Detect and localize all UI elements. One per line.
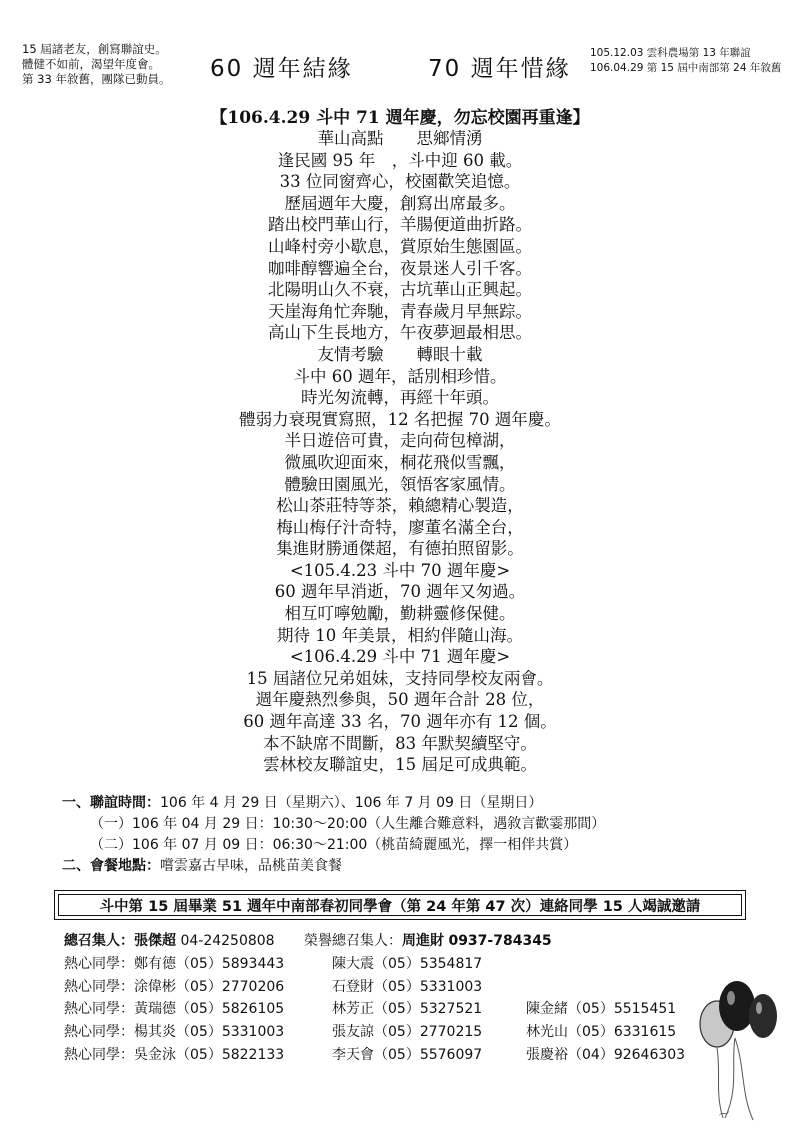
poem-line: 相互叮嚀勉勵，勤耕靈修保健。 <box>284 604 516 624</box>
header-left-line: 體健不如前，渴望年度會。 <box>22 57 160 71</box>
poem-line: 華山高點 思鄉情湧 <box>317 129 483 148</box>
balloons-icon <box>695 968 780 1128</box>
poem-line: 松山茶莊特等茶，賴總精心製造， <box>276 496 524 516</box>
classmate-contact: 林光山（05）6331615 <box>526 1024 677 1041</box>
invitation-text: 斗中第 15 屆畢業 51 週年中南部春初同學會（第 24 年第 47 次）連絡同學 15 人竭誠邀請 <box>58 894 742 916</box>
dinner-place-value: 嚐雲嘉古早味，品桃苗美食餐 <box>160 858 342 874</box>
schedule-item-2: （二）106 年 07 月 09 日：06:30～21:00（桃苗綺麗風光，擇一相伴共賞） <box>90 837 578 853</box>
header-left-line: 15 屆諸老友，創寫聯誼史。 <box>22 42 167 56</box>
schedule-item-1: （一）106 年 04 月 29 日：10:30～20:00（人生離合難意料，遇敘言歡霎那間） <box>90 816 606 832</box>
classmate-contact: 張慶裕（04）92646303 <box>526 1046 686 1063</box>
poem-line: 15 屆諸位兄弟姐妹，支持同學校友兩會。 <box>246 668 554 688</box>
convener <box>64 930 275 950</box>
classmate-contact: 熱心同學：吳金泳（05）5822133 <box>64 1046 285 1063</box>
classmate-contact: 李天會（05）5576097 <box>332 1046 483 1063</box>
classmate-contact: 張友諒（05）2770215 <box>332 1024 483 1041</box>
poem-line: 梅山梅仔汁奇特，廖董名滿全台， <box>276 517 524 537</box>
honorary-convener <box>304 930 552 950</box>
poem-line: 週年慶熱烈參與，50 週年合計 28 位， <box>255 690 545 710</box>
poem-line: 微風吹迎面來，桐花飛似雪飄， <box>284 452 516 472</box>
dinner-place-label: 二、會餐地點： <box>62 858 160 874</box>
poem-line: 集進財勝通傑超，有德拍照留影。 <box>276 539 524 559</box>
honorary-convener-name: 周進財 <box>402 933 444 949</box>
event-banner: 【106.4.29 斗中 71 週年慶，勿忘校園再重逢】 <box>210 108 590 128</box>
classmate-contact: 陳金緒（05）5515451 <box>526 1001 677 1018</box>
svg-text:〜: 〜 <box>716 1105 733 1123</box>
event-info <box>62 793 605 877</box>
poem-line: 60 週年高達 33 名，70 週年亦有 12 個。 <box>243 712 557 732</box>
poem-line: <106.4.29 斗中 71 週年慶> <box>289 647 511 667</box>
classmate-contact: 林芳正（05）5327521 <box>332 1001 483 1018</box>
title-70th-anniversary: 70 週年惜緣 <box>428 56 571 82</box>
title-60th-anniversary: 60 週年結緣 <box>210 56 353 82</box>
poem-line: 雲林校友聯誼史，15 屆足可成典範。 <box>263 755 537 775</box>
poem-line: 半日遊倍可貴，走向荷包樟湖， <box>284 431 516 451</box>
invitation-box <box>54 890 746 920</box>
honorary-convener-phone: 0937-784345 <box>448 933 552 949</box>
classmate-contact: 熱心同學：楊其炎（05）5331003 <box>64 1024 285 1041</box>
header-right-line: 106.04.29 第 15 屆中南部第 24 年敘舊 <box>590 62 782 74</box>
convener-name: 張傑超 <box>134 933 176 949</box>
honorary-convener-label: 榮譽總召集人： <box>304 933 402 949</box>
poem-line: 高山下生長地方，午夜夢迴最相思。 <box>268 323 532 343</box>
gathering-time-row <box>62 793 605 814</box>
header-left-line: 第 33 年敘舊，團隊已動員。 <box>22 72 171 86</box>
classmate-contact: 石登財（05）5331003 <box>332 978 483 995</box>
poem-line: 踏出校門華山行，羊腸便道曲折路。 <box>268 215 532 235</box>
poem-line: 體弱力衰現實寫照，12 名把握 70 週年慶。 <box>239 409 561 429</box>
convener-label: 總召集人： <box>64 933 134 949</box>
poem-line: 斗中 60 週年，話別相珍惜。 <box>293 366 507 386</box>
classmate-contact: 熱心同學：鄭有德（05）5893443 <box>64 955 285 972</box>
poem-line: 山峰村旁小歇息，賞原始生態園區。 <box>268 236 532 256</box>
poem-block <box>0 128 800 776</box>
poem-line: 60 週年早消逝，70 週年又匆過。 <box>274 582 526 602</box>
convener-phone: 04-24250808 <box>180 933 275 949</box>
classmate-contact: 熱心同學：黃瑞德（05）5826105 <box>64 1001 285 1018</box>
poem-line: 時光匆流轉，再經十年頭。 <box>301 388 499 408</box>
dinner-place-row <box>62 856 605 877</box>
gathering-time-label: 一、聯誼時間： <box>62 795 160 811</box>
poem-line: 體驗田園風光，領悟客家風情。 <box>284 474 516 494</box>
poem-line: 33 位同窗齊心，校園歡笑追憶。 <box>279 172 521 192</box>
classmate-contact: 熱心同學：涂偉彬（05）2770206 <box>64 978 285 995</box>
poem-line: 友情考驗 轉眼十載 <box>317 344 483 364</box>
header-left-verse <box>22 42 170 87</box>
poem-line: 本不缺席不間斷，83 年默契續堅守。 <box>263 733 537 753</box>
poem-line: 逢民國 95 年 ，斗中迎 60 載。 <box>277 150 523 170</box>
poem-line: <105.4.23 斗中 70 週年慶> <box>289 560 511 580</box>
poem-line: 歷屆週年大慶，創寫出席最多。 <box>284 193 516 213</box>
header-right-notes <box>590 46 781 76</box>
poem-line: 期待 10 年美景，相約伴隨山海。 <box>277 625 523 645</box>
poem-line: 咖啡醇響遍全台，夜景迷人引千客。 <box>268 258 532 278</box>
poem-line: 天崖海角忙奔馳，青春歲月早無踪。 <box>268 301 532 321</box>
classmate-contact: 陳大震（05）5354817 <box>332 955 483 972</box>
poem-line: 北陽明山久不衰，古坑華山正興起。 <box>268 280 532 300</box>
header-right-line: 105.12.03 雲科農場第 13 年聯誼 <box>590 47 751 59</box>
gathering-time-value: 106 年 4 月 29 日（星期六）、106 年 7 月 09 日（星期日） <box>160 795 543 811</box>
